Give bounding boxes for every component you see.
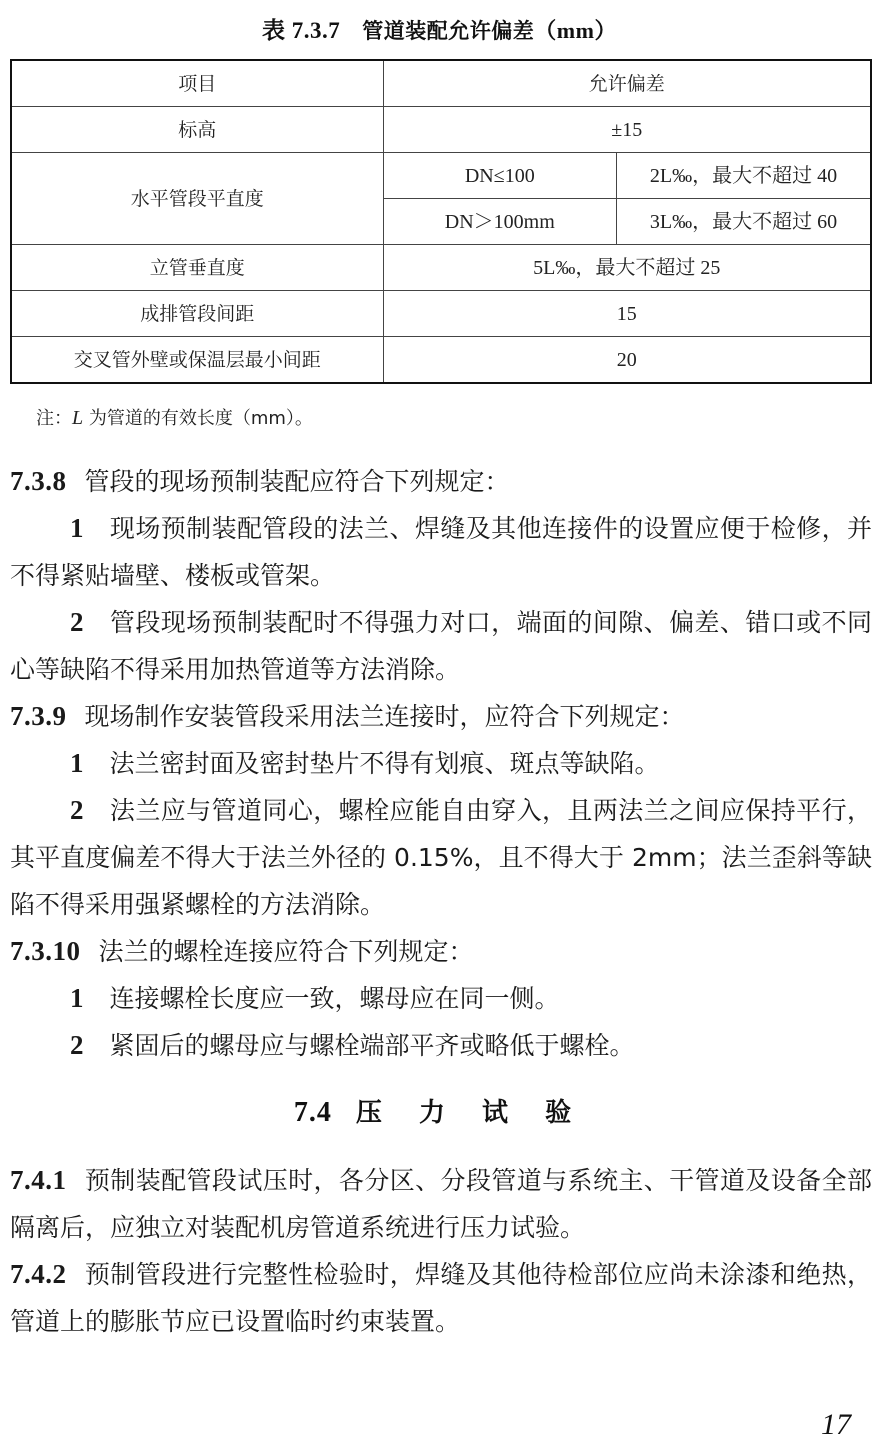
clause-text: 管段的现场预制装配应符合下列规定： [84,467,510,496]
table-header-row [11,60,871,107]
page-number: 17 [821,1408,851,1441]
table-row [11,107,871,153]
section-title: 压 力 试 验 [355,1098,586,1128]
clause-text: 法兰的螺栓连接应符合下列规定： [98,937,474,966]
table-note [36,404,313,430]
clause-item [10,740,872,787]
table-row [11,153,871,199]
item-number: 1 [70,513,84,543]
clause-number: 7.3.10 [10,936,81,966]
row-tolerance: 3L‰，最大不超过 60 [617,199,871,245]
section-heading [0,1092,879,1129]
row-tolerance: 5L‰，最大不超过 25 [383,245,871,291]
clause-text: 现场制作安装管段采用法兰连接时，应符合下列规定： [84,702,685,731]
item-text: 法兰应与管道同心，螺栓应能自由穿入，且两法兰之间应保持平行，其平直度偏差不得大于法兰外径的 0.15%，且不得大于 2mm；法兰歪斜等缺陷不得采用强紧螺栓的方法消除。 [10,796,872,919]
tolerance-table [10,59,872,384]
clauses-block [10,458,872,1069]
clause-item [10,1022,872,1069]
header-tolerance: 允许偏差 [383,60,871,107]
item-text: 法兰密封面及密封垫片不得有划痕、斑点等缺陷。 [109,749,660,778]
row-item: 标高 [11,107,383,153]
item-number: 2 [70,607,84,637]
clause-7-3-8 [10,458,872,505]
item-text: 紧固后的螺母应与螺栓端部平齐或略低于螺栓。 [109,1031,635,1060]
table-caption-title: 管道装配允许偏差 [362,19,535,43]
row-tolerance: 2L‰，最大不超过 40 [617,153,871,199]
row-item: 成排管段间距 [11,291,383,337]
item-number: 2 [70,1030,84,1060]
row-item: 立管垂直度 [11,245,383,291]
clause-number: 7.3.9 [10,701,67,731]
item-number: 1 [70,983,84,1013]
clause-item [10,787,872,928]
clause-item [10,599,872,693]
item-text: 管段现场预制装配时不得强力对口，端面的间隙、偏差、错口或不同心等缺陷不得采用加热管道等方法消除。 [10,608,872,684]
table-caption [0,12,879,45]
table-row [11,291,871,337]
table-row [11,337,871,384]
section-number: 7.4 [293,1097,332,1128]
row-tolerance: 20 [383,337,871,384]
note-text: 为管道的有效长度（mm）。 [88,408,313,429]
note-symbol: L [72,407,84,429]
clause-number: 7.4.2 [10,1259,67,1289]
clause-text: 预制装配管段试压时，各分区、分段管道与系统主、干管道及设备全部隔离后，应独立对装配机房管道系统进行压力试验。 [10,1166,872,1242]
row-condition: DN≤100 [383,153,617,199]
clause-item [10,975,872,1022]
table-caption-number: 表 7.3.7 [262,18,341,43]
table-caption-unit: （mm） [534,18,617,43]
header-item: 项目 [11,60,383,107]
row-condition: DN＞100mm [383,199,617,245]
row-tolerance: ±15 [383,107,871,153]
item-number: 1 [70,748,84,778]
note-prefix: 注： [36,408,72,429]
row-item: 水平管段平直度 [11,153,383,245]
clause-7-3-10 [10,928,872,975]
clause-text: 预制管段进行完整性检验时，焊缝及其他待检部位应尚未涂漆和绝热，管道上的膨胀节应已设置临时约束装置。 [10,1260,872,1336]
row-tolerance: 15 [383,291,871,337]
row-item: 交叉管外壁或保温层最小间距 [11,337,383,384]
clause-7-4-2 [10,1251,872,1345]
table-row [11,245,871,291]
item-text: 连接螺栓长度应一致，螺母应在同一侧。 [109,984,560,1013]
clause-number: 7.3.8 [10,466,67,496]
item-number: 2 [70,795,84,825]
clause-7-4-1 [10,1157,872,1251]
section-clauses-block [10,1157,872,1345]
item-text: 现场预制装配管段的法兰、焊缝及其他连接件的设置应便于检修，并不得紧贴墙壁、楼板或管架。 [10,514,872,590]
clause-item [10,505,872,599]
clause-7-3-9 [10,693,872,740]
clause-number: 7.4.1 [10,1165,67,1195]
